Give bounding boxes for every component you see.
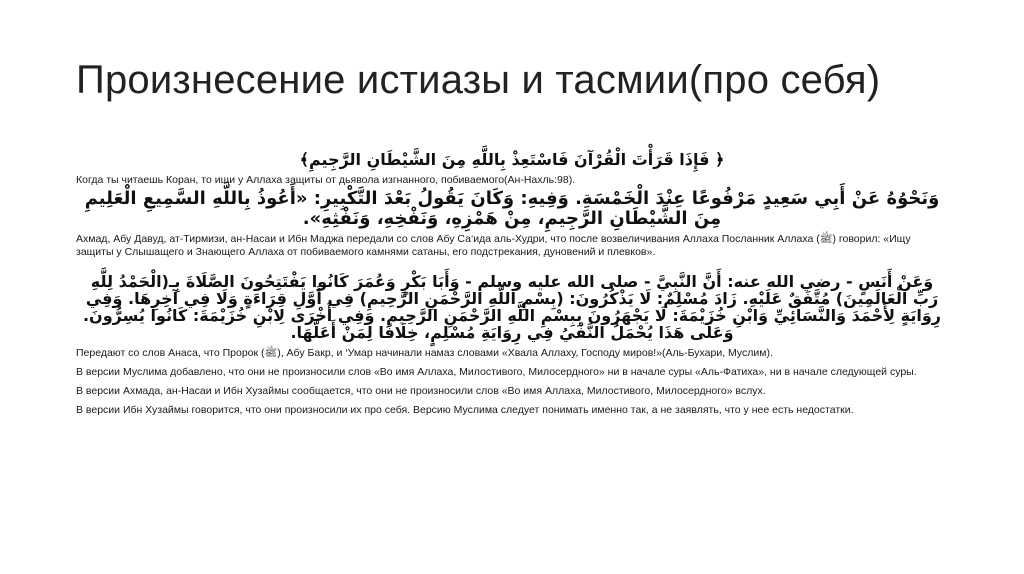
slide-title: Произнесение истиазы и тасмии(про себя) [76, 58, 881, 102]
hadith2-translation-khuzayma-version: В версии Ибн Хузаймы говорится, что они произносили их про себя. Версию Муслима следует понимать именно так, а не заявлять, что у нее есть недостатки. [76, 404, 854, 416]
hadith2-translation-ahmad-version: В версии Ахмада, ан-Насаи и Ибн Хузаймы сообщается, что они не произносили слов «Во имя Аллаха, Милостивого, Милосердного» вслух. [76, 385, 766, 397]
hadith1-arabic: وَنَحْوُهُ عَنْ أَبِي سَعِيدٍ مَرْفُوعًا عِنْدَ الْخَمْسَةِ. وَفِيهِ: وَكَانَ يَقُولُ بَعْدَ التَّكْبِيرِ: «أَعُوذُ بِاللَّهِ السَّمِيعِ الْعَلِيمِ مِنَ الشَّيْطَانِ الرَّجِيمِ، مِنْ هَمْزِهِ، وَنَفْخِهِ، وَنَفْثِهِ». [84, 188, 940, 229]
hadith2-translation-bukhari-muslim: Передают со слов Анаса, что Пророк (ﷺ), Абу Бакр, и ‘Умар начинали намаз словами «Хвала Аллаху, Господу миров!»(Аль-Бухари, Муслим). [76, 347, 773, 359]
hadith2-translation-muslim-version: В версии Муслима добавлено, что они не произносили слов «Во имя Аллаха, Милостивого, Милосердного» ни в начале суры «Аль-Фатиха», ни в начале следующей суры. [76, 366, 917, 378]
ayah-arabic: ﴿ فَإِذَا قَرَأْتَ الْقُرْآنَ فَاسْتَعِذْ بِاللَّهِ مِنَ الشَّيْطَانِ الرَّجِيمِ﴾ [299, 150, 725, 169]
hadith1-translation: Ахмад, Абу Давуд, ат-Тирмизи, ан-Насаи и Ибн Маджа передали со слов Абу Са‘ида аль-Худри, что после возвеличивания Аллаха Посланник Аллаха (ﷺ) говорил: «Ищу защиты у Слышащего и Знающего Аллаха от побиваемого камнями сатаны, его подстрекания, дуновений и плевков». [76, 233, 911, 258]
ayah-translation: Когда ты читаешь Коран, то ищи у Аллаха защиты от дьявола изгнанного, побиваемого(Ан-Нахль:98). [76, 174, 576, 186]
hadith2-arabic: وَعَنْ أَنَسٍ - رضي الله عنه: أَنَّ النَّبِيَّ - صلى الله عليه وسلم - وَأَبَا بَكْرٍ وَعُمَرَ كَانُوا يَفْتَتِحُونَ الصَّلَاةَ بِـ(الْحَمْدُ لِلَّهِ رَبِّ الْعَالَمِينَ) مُتَّفَقٌ عَلَيْهِ. زَادَ مُسْلِمٌ: لَا يَذْكُرُونَ: (بِسْمِ اللَّهِ الرَّحْمَنِ الرَّحِيمِ) فِي أَوَّلِ قِرَاءَةٍ وَلَا فِي آخِرِهَا. وَفِي رِوَايَةٍ لِأَحْمَدَ وَالنَّسَائِيِّ وَابْنِ خُزَيْمَةَ: لَا يَجْهَرُونَ بِبِسْمِ اللَّهِ الرَّحْمَنِ الرَّحِيمِ. وَفِي أُخْرَى لِابْنِ خُزَيْمَةَ: كَانُوا يُسِرُّونَ. وَعَلَى هَذَا يُحْمَلُ النَّفْيُ فِي رِوَايَةِ مُسْلِمٍ، خِلَافًا لِمَنْ أَعَلَّهَا. [82, 272, 942, 342]
slide-content [76, 150, 948, 423]
